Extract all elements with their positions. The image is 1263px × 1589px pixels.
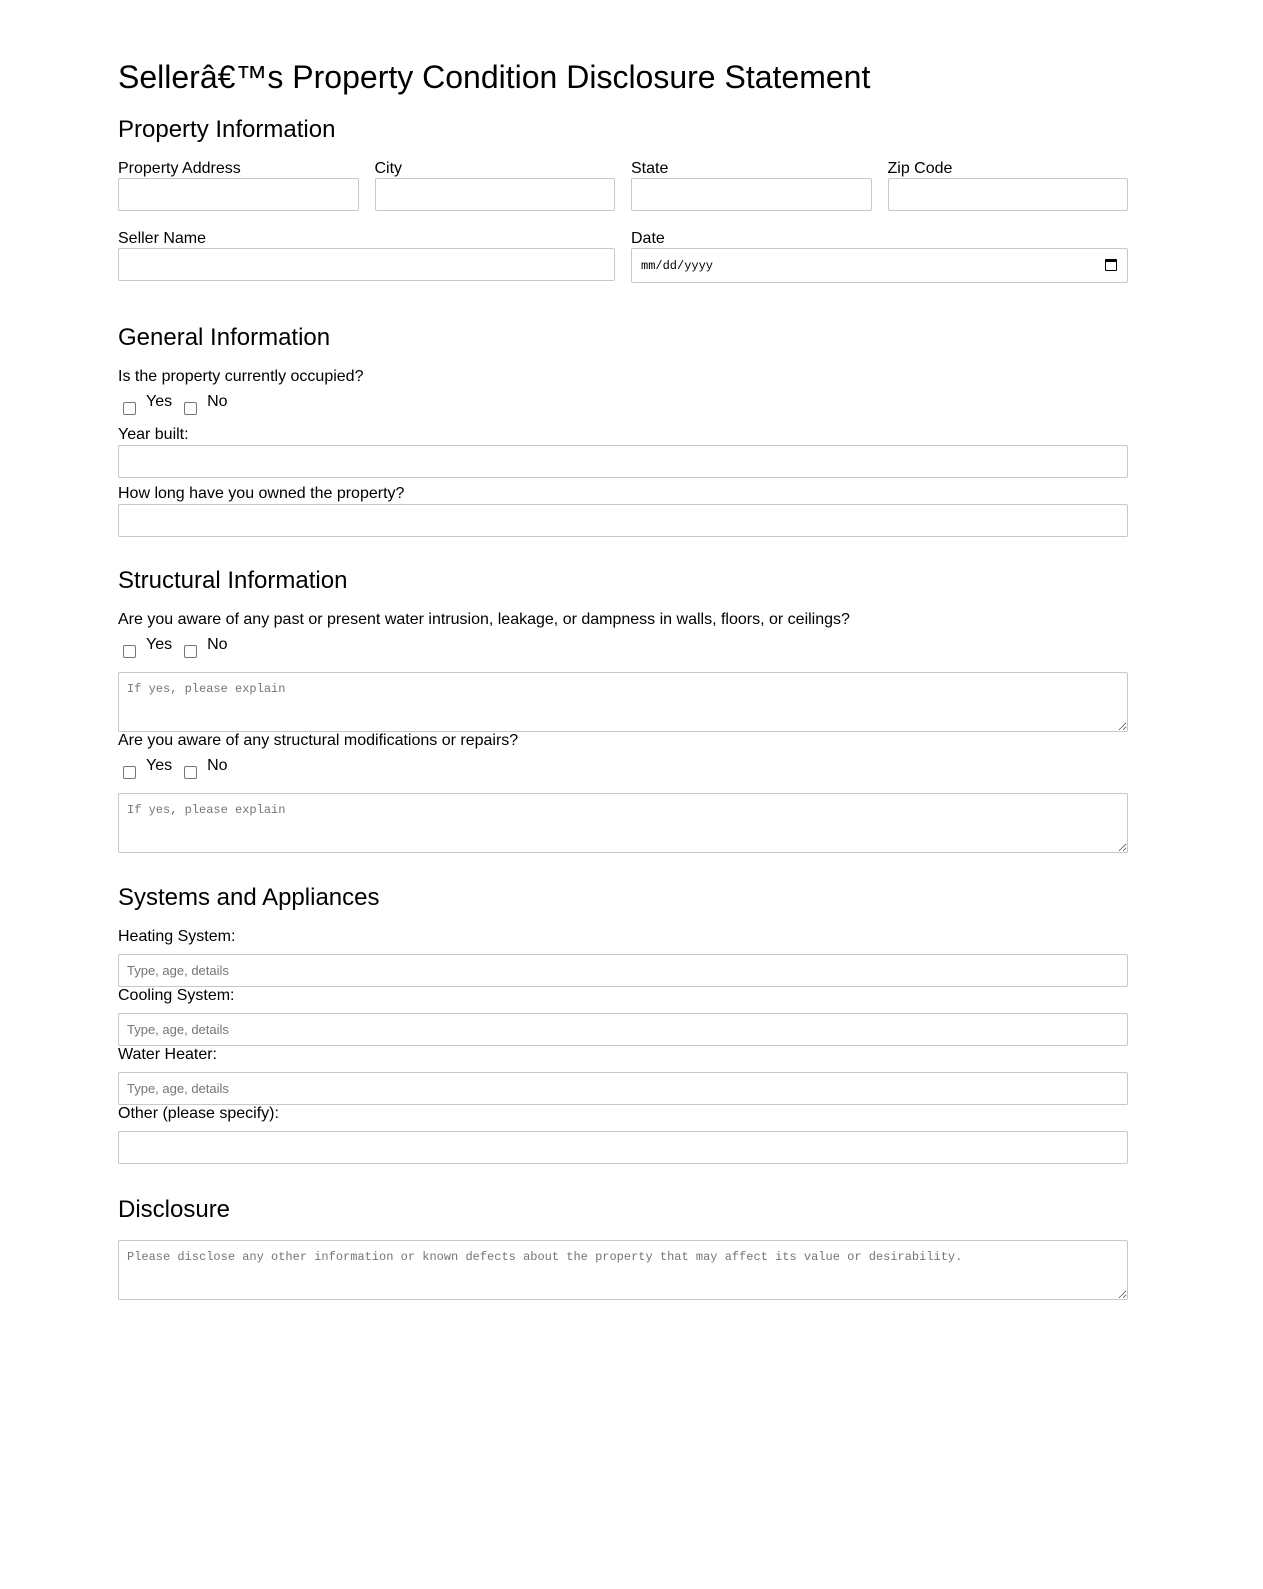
date-input[interactable] — [631, 248, 1128, 283]
modifications-no-label: No — [207, 757, 228, 774]
other-system-label: Other (please specify): — [118, 1105, 279, 1122]
property-information-section — [118, 116, 1128, 283]
state-input[interactable] — [631, 178, 872, 211]
owned-duration-input[interactable] — [118, 504, 1128, 537]
water-intrusion-no-label: No — [207, 636, 228, 653]
address-field-group — [118, 160, 359, 211]
section-heading-structural-information: Structural Information — [118, 567, 348, 594]
state-field-group — [631, 160, 872, 211]
seller-date-row — [118, 230, 1128, 283]
section-heading-property-information: Property Information — [118, 116, 336, 143]
city-label: City — [374, 160, 403, 177]
other-system-input[interactable] — [118, 1131, 1128, 1164]
date-field-group — [631, 230, 1128, 283]
property-address-label: Property Address — [118, 160, 241, 177]
heating-system-input[interactable] — [118, 954, 1128, 987]
zip-field-group — [888, 160, 1129, 211]
cooling-system-label: Cooling System: — [118, 987, 235, 1004]
page-title: Sellerâ€™s Property Condition Disclosure Statement — [118, 59, 871, 95]
seller-name-label: Seller Name — [118, 230, 207, 247]
systems-appliances-section — [118, 884, 1128, 1164]
city-field-group — [375, 160, 616, 211]
water-intrusion-question: Are you aware of any past or present water intrusion, leakage, or dampness in walls, floors, or ceilings? — [118, 611, 850, 628]
structural-information-section — [118, 567, 1128, 853]
zip-code-input[interactable] — [888, 178, 1129, 211]
water-intrusion-yes-checkbox[interactable] — [123, 645, 136, 658]
section-heading-disclosure: Disclosure — [118, 1196, 231, 1223]
modifications-question: Are you aware of any structural modifications or repairs? — [118, 732, 519, 749]
water-heater-label: Water Heater: — [118, 1046, 217, 1063]
state-label: State — [631, 160, 669, 177]
seller-name-input[interactable] — [118, 248, 615, 281]
water-heater-input[interactable] — [118, 1072, 1128, 1105]
modifications-yes-label: Yes — [146, 757, 173, 774]
owned-duration-label: How long have you owned the property? — [118, 485, 405, 502]
water-intrusion-yes-label: Yes — [146, 636, 173, 653]
occupied-yes-label: Yes — [146, 393, 173, 410]
section-heading-systems-appliances: Systems and Appliances — [118, 884, 380, 911]
occupied-question: Is the property currently occupied? — [118, 368, 364, 385]
modifications-explain-textarea[interactable] — [118, 793, 1128, 853]
seller-name-field-group — [118, 230, 615, 283]
occupied-yes-no — [118, 393, 1128, 419]
disclosure-section — [118, 1196, 1128, 1300]
general-information-section — [118, 324, 1128, 537]
occupied-yes-checkbox[interactable] — [123, 402, 136, 415]
occupied-no-checkbox[interactable] — [184, 402, 197, 415]
occupied-no-label: No — [207, 393, 228, 410]
date-label: Date — [631, 230, 665, 247]
modifications-no-checkbox[interactable] — [184, 766, 197, 779]
modifications-yes-no — [118, 757, 1128, 783]
city-input[interactable] — [375, 178, 616, 211]
property-address-input[interactable] — [118, 178, 359, 211]
disclosure-textarea[interactable] — [118, 1240, 1128, 1300]
calendar-icon[interactable] — [1105, 259, 1117, 271]
date-placeholder: mm/dd/yyyy — [641, 259, 714, 273]
cooling-system-input[interactable] — [118, 1013, 1128, 1046]
zip-code-label: Zip Code — [887, 160, 953, 177]
year-built-input[interactable] — [118, 445, 1128, 478]
water-intrusion-yes-no — [118, 636, 1128, 662]
modifications-yes-checkbox[interactable] — [123, 766, 136, 779]
water-intrusion-explain-textarea[interactable] — [118, 672, 1128, 732]
address-row — [118, 160, 1128, 211]
water-intrusion-no-checkbox[interactable] — [184, 645, 197, 658]
heating-system-label: Heating System: — [118, 928, 236, 945]
section-heading-general-information: General Information — [118, 324, 331, 351]
year-built-label: Year built: — [118, 426, 189, 443]
